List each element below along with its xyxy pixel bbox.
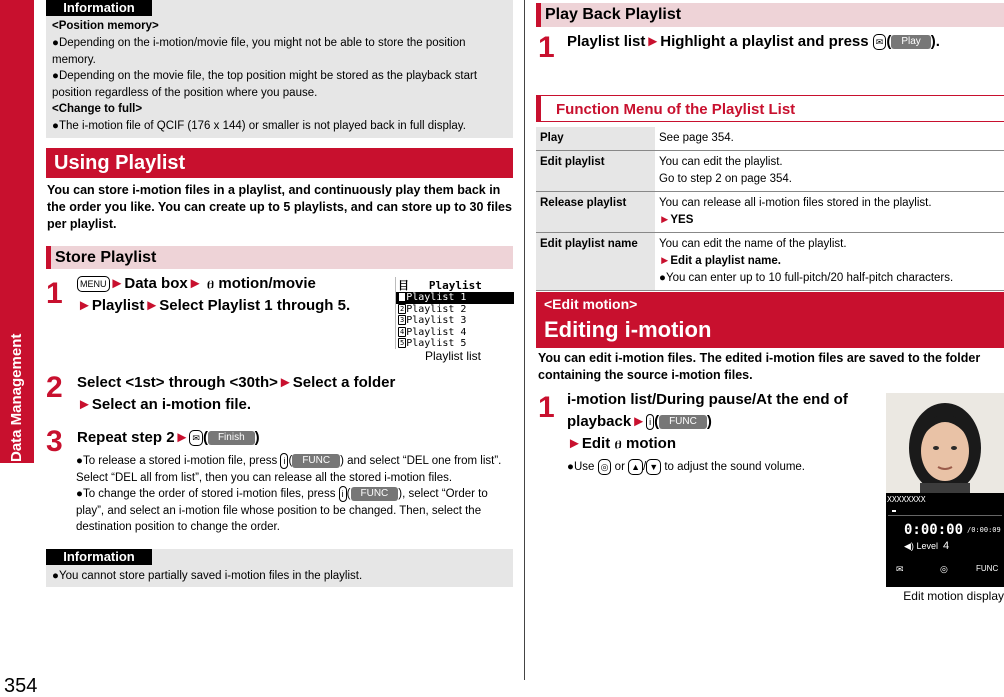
speaker-icon: ◀) [904,541,914,551]
section-heading-editing-imotion [536,292,1004,348]
total-time: /0:00:09 [967,526,1001,534]
function-key: Play [536,127,655,151]
function-key: Edit playlist [536,151,655,192]
menu-key-icon: MENU [77,276,110,292]
function-key: Release playlist [536,192,655,233]
progress-indicator [892,510,896,512]
screen-func-softkey[interactable]: FUNC [976,564,999,573]
arrow-icon: ► [77,396,92,413]
step-number: 1 [46,277,63,310]
playlist-screen [395,277,514,349]
elapsed-time: 0:00:00 [904,522,964,538]
function-key: Edit playlist name [536,233,655,291]
arrow-icon: ► [567,435,582,452]
step-number: 1 [538,391,555,424]
i-icon: ፀ [202,275,219,292]
position-memory-title: <Position memory> [52,20,159,32]
arrow-icon: ► [277,374,293,391]
function-description: See page 354. [655,127,1004,151]
function-description: You can edit the playlist. Go to step 2 on page 354. [655,151,1004,192]
editing-intro: You can edit i-motion files. The edited i-motion files are saved to the folder containing the source i-motion files. [538,351,981,382]
bullet-item: ●The i-motion file of QCIF (176 x 144) or smaller is not played back in full display. [52,120,466,132]
volume-level: ◀) Level 4 [904,540,950,552]
table-row [536,127,1004,151]
volume-down-key-icon: ▼ [646,459,661,475]
file-name: XXXXXXXX [887,495,926,504]
bullet-item: ●Depending on the i-motion/movie file, you might not be able to store the position memory. [52,37,466,66]
table-row [536,233,1004,291]
edit-imotion-screen [886,393,1004,587]
table-row [536,192,1004,233]
playlist-screen-caption: Playlist list [425,349,482,363]
arrow-icon: ► [144,297,160,314]
list-item[interactable]: 4 Playlist 4 [400,326,467,338]
folder-icon: 目 [398,279,409,292]
mail-key-icon: ✉ [189,430,203,446]
information-box-2 [46,549,513,587]
information-label: Information [46,549,152,565]
i-icon: ፀ [610,435,627,452]
edit-screen-caption: Edit motion display [903,589,1004,603]
arrow-icon: ► [659,214,671,226]
information-label: Information [46,0,152,16]
change-to-full-title: <Change to full> [52,103,143,115]
screen-header: 目 Playlist [398,279,482,292]
playlist-items [398,292,466,350]
subheading-function-menu: Function Menu of the Playlist List [536,95,1004,122]
video-frame [886,393,1004,493]
column-divider [524,0,525,680]
bullet-item: ●Use ◎ or ▲ / ▼ to adjust the sound volume. [567,459,867,476]
step-number: 1 [538,31,555,64]
center-key-icon[interactable]: ◎ [940,564,948,574]
information-box-1 [46,0,513,138]
bullet-item: ●Depending on the movie file, the top position might be stored as the playback start position regardless of the position where you pause. [52,70,478,99]
volume-up-key-icon: ▲ [628,459,643,475]
function-description: You can release all i-motion files stored in the playlist. ►YES [655,192,1004,233]
i-key-icon: i [280,453,288,469]
function-menu-table [536,127,1004,291]
bullet-item: ●To change the order of stored i-motion files, press i ( FUNC ), select “Order to play”, and select an i-motion file whose position to be changed. Then, select the destination position to change the order. [76,488,488,534]
list-item[interactable]: 3 Playlist 3 [400,315,467,326]
editing-step-1-text: i-motion list/During pause/At the end of playback► i ( FUNC ) ►Edit ፀ motion [567,391,848,452]
subheading-store-playlist: Store Playlist [46,246,513,269]
progress-track [888,515,1002,516]
arrow-icon: ► [631,413,647,430]
arrow-icon: ► [109,275,125,292]
finish-softkey[interactable]: Finish [208,431,255,445]
arrow-icon: ► [187,275,203,292]
i-key-icon: i [339,486,347,502]
step-3-text: Repeat step 2► ✉ ( Finish ) [77,429,260,446]
bullet-item: ●To release a stored i-motion file, press i ( FUNC ) and select “DEL one from list”. Select “DEL all from list”, then you can release all the stored i-motion files. [76,455,502,484]
table-row [536,151,1004,192]
step-1-text: MENU ►Data box► ፀ motion/movie ►Playlist►Select Playlist 1 through 5. [77,275,351,314]
function-description: You can edit the name of the playlist. ►Edit a playlist name. ●You can enter up to 10 full-pitch/20 half-pitch characters. [655,233,1004,291]
subheading-play-back-playlist: Play Back Playlist [536,3,1004,27]
step-number: 3 [46,425,63,458]
step-2-text: Select <1st> through <30th>►Select a folder ►Select an i-motion file. [77,374,396,413]
mail-key-icon: ✉ [873,34,887,50]
arrow-icon: ► [174,429,190,446]
arrow-icon: ► [659,255,671,267]
list-item[interactable]: 1 Playlist 1 [400,292,467,303]
i-key-icon: i [646,414,654,430]
list-item[interactable]: 5 Playlist 5 [400,338,467,349]
list-item[interactable]: 2 Playlist 2 [400,303,467,315]
mail-softkey-icon[interactable]: ✉ [896,564,904,574]
side-tab-label: Data Management [8,333,25,462]
func-softkey[interactable]: FUNC [659,415,707,429]
editing-title: Editing i-motion [544,317,712,342]
play-softkey[interactable]: Play [891,35,930,49]
arrow-icon: ► [645,33,661,50]
step-number: 2 [46,371,63,404]
bullet-item: ●You cannot store partially saved i-motion files in the playlist. [52,570,363,582]
play-back-step-1-text: Playlist list►Highlight a playlist and press ✉ ( Play ). [567,33,940,50]
multi-key-icon: ◎ [598,459,612,475]
section-heading-using-playlist: Using Playlist [46,148,513,178]
func-softkey[interactable]: FUNC [351,487,399,501]
func-softkey[interactable]: FUNC [292,454,340,468]
side-tab [0,0,34,463]
portrait-image [886,393,1004,493]
page-number: 354 [4,675,38,697]
using-playlist-intro: You can store i-motion files in a playlist, and continuously play them back in the order you like. You can create up to 5 playlists, and can store up to 30 files per playlist. [47,183,512,231]
arrow-icon: ► [77,297,92,314]
editing-subtitle: <Edit motion> [544,296,638,312]
